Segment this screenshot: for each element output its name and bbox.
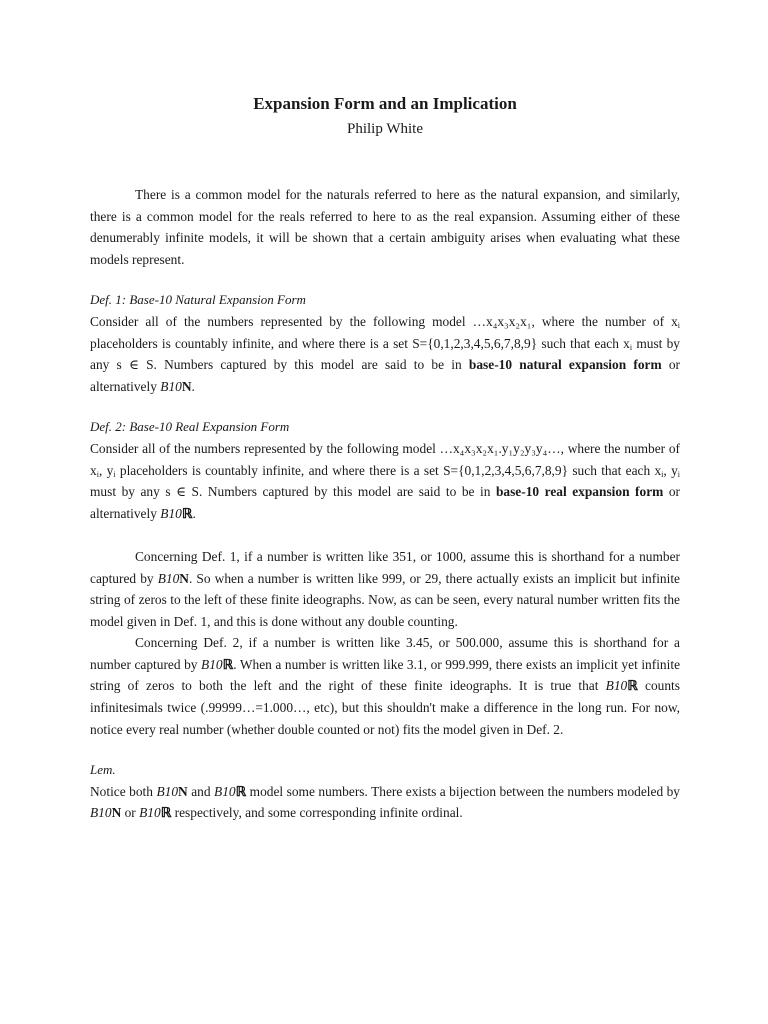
- def1-model: x₄x₃x₂x₁: [486, 313, 532, 329]
- def2-body: Consider all of the numbers represented by the following model …x₄x₃x₂x₁.y₁y₂y₃y₄…, where the number of $x_i$, $y_i$ placeholders is countably infinite, and where there is a set S={0,1,2,3,4,5,6,7,8,9} such that each $x_i$, $y_i$ must by any s ∈ S. Numbers captured by this model are said to be in base-10 real expansion form or alternatively B10ℝ.: [90, 440, 681, 521]
- def2-model: x₄x₃x₂x₁.y₁y₂y₃y₄…: [452, 440, 561, 456]
- document-page: [90, 90, 680, 824]
- def2-term: base-10 real expansion form: [495, 484, 664, 500]
- def1-term: base-10 natural expansion form: [468, 357, 662, 373]
- intro-paragraph: There is a common model for the naturals referred to here as the natural expansion, and similarly, there is a common model for the reals referred to here to as the real expansion. Assuming either of these denumerably infinite models, it will be shown that a certain ambiguity arises when evaluating what these models represent.: [90, 187, 680, 267]
- def1-heading: Def. 1: Base-10 Natural Expansion Form: [90, 292, 306, 308]
- def2-heading: Def. 2: Base-10 Real Expansion Form: [90, 419, 290, 435]
- lem-heading: Lem.: [90, 762, 116, 778]
- para3: Concerning Def. 1, if a number is written like 351, or 1000, assume this is shorthand for a number captured by B10N. So when a number is written like 999, or 29, there actually exists an implicit but infinite string of zeros to the left of these finite ideographs. Now, as can be seen, every natural number written fits the model given in Def. 1, and this is done without any double counting.: [90, 548, 681, 629]
- lem-body: Notice both B10N and B10ℝ model some numbers. There exists a bijection between the numbers modeled by B10N or B10ℝ respectively, and some corresponding infinite ordinal.: [90, 783, 681, 821]
- para4: Concerning Def. 2, if a number is written like 3.45, or 500.000, assume this is shorthand for a number captured by B10ℝ. When a number is written like 3.1, or 999.999, there exists an implicit yet infinite string of zeros to both the left and the right of these finite ideographs. It is true that B10ℝ counts infinitesimals twice (.99999…=1.000…, etc), but this shouldn't make a difference in the long run. For now, notice every real number (whether double counted or not) fits the model given in Def. 2.: [90, 635, 681, 737]
- paper-author: Philip White: [347, 121, 423, 137]
- paper-title: Expansion Form and an Implication: [253, 94, 517, 113]
- def1-body: Consider all of the numbers represented by the following model …x₄x₃x₂x₁, where the number of $x_i$ placeholders is countably infinite, and where there is a set S={0,1,2,3,4,5,6,7,8,9} such that each $x_i$ must by any s ∈ S. Numbers captured by this model are said to be in base-10 natural expansion form or alternatively B10N.: [90, 313, 680, 394]
